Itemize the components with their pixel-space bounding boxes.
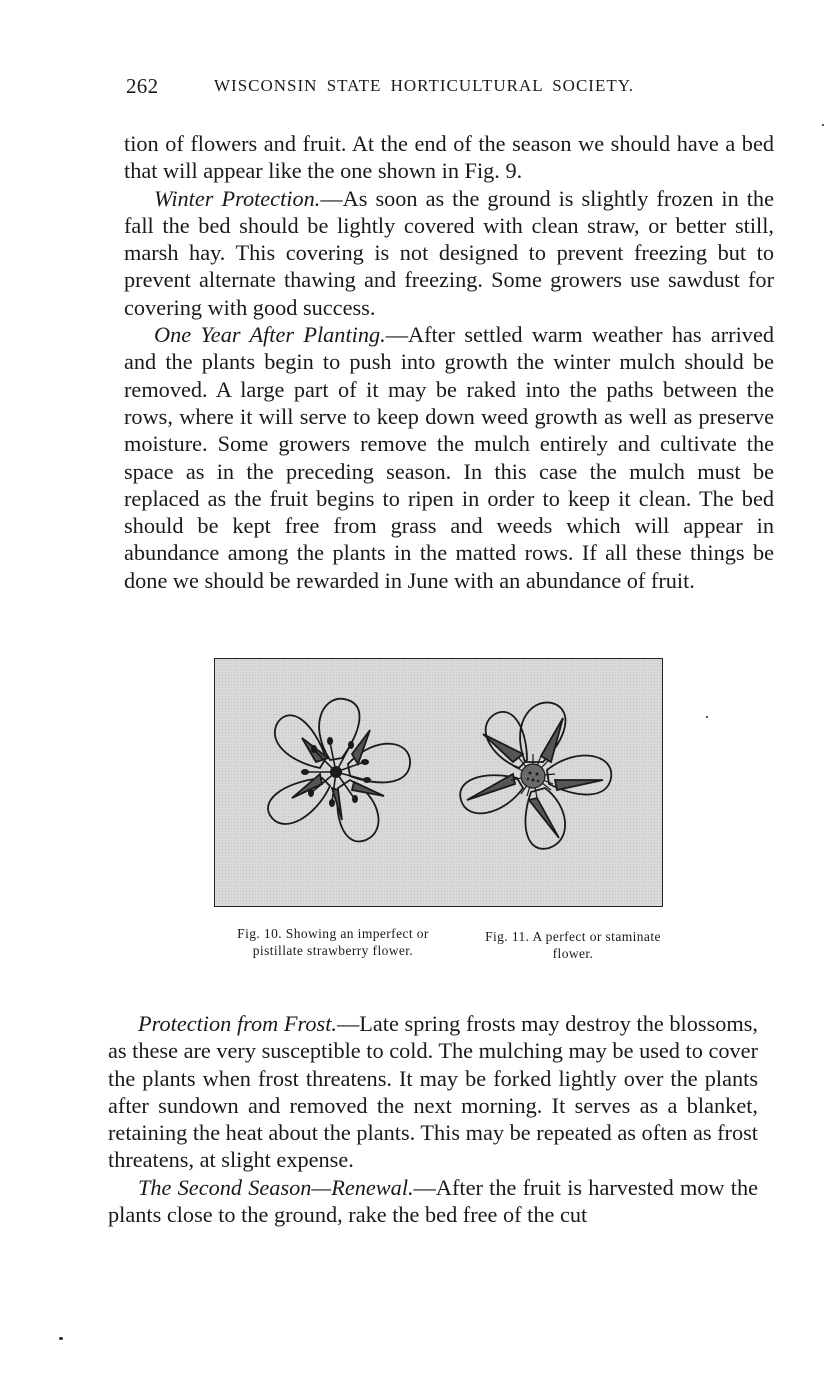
paragraph-text: —As soon as the ground is slightly frozen in the fall the bed should be lightly covered with clean straw, or better still, marsh hay. This covering is not designed to prevent freezing but to prevent alternate thawing and freezing. Some growers use sawdust for covering with good success. [124, 185, 774, 320]
run-in-heading: The Second Season—Renewal. [138, 1174, 414, 1200]
ink-speck [59, 1337, 63, 1340]
paragraph-text: tion of flowers and fruit. At the end of the season we should have a bed that will appear like the one shown in Fig. 9. [124, 131, 774, 184]
ink-speck [706, 716, 708, 718]
paragraph-one-year-after-planting [124, 321, 774, 594]
paragraph-text: —Late spring frosts may destroy the blossoms, as these are very susceptible to cold. The mulching may be used to cover the plants when frost threatens. It may be forked lightly over the plants after sundown and removed the next morning. It serves as a blanket, retaining the heat about the plants. This may be repeated as often as frost threatens, at slight expense. [108, 1011, 758, 1173]
paragraph-protection-from-frost [108, 1010, 758, 1174]
run-in-heading: One Year After Planting. [154, 322, 386, 348]
page-number: 262 [126, 74, 159, 98]
running-title: WISCONSIN STATE HORTICULTURAL SOCIETY. [214, 76, 635, 95]
paragraph-second-season-renewal [108, 1174, 758, 1229]
run-in-heading: Winter Protection. [154, 185, 321, 211]
top-text-block [124, 130, 774, 594]
paragraph-continued [124, 130, 774, 185]
ink-speck [822, 124, 824, 126]
strawberry-flowers-figure [214, 658, 663, 907]
paragraph-winter-protection [124, 185, 774, 321]
paragraph-text: —After the fruit is harvested mow the plants close to the ground, rake the bed free of the cut [108, 1174, 758, 1228]
pistillate-flower-illustration [268, 699, 410, 842]
paragraph-text: —After settled warm weather has arrived and the plants begin to push into growth the winter mulch should be removed. A large part of it may be raked into the paths between the rows, where it will serve to keep down weed growth as well as preserve moisture. Some growers remove the mulch entirely and cultivate the space as in the preceding season. In this case the mulch must be replaced as the fruit begins to ripen in order to keep it clean. The bed should be kept free from grass and weeds which will appear in abundance among the plants in the matted rows. If all these things be done we should be rewarded in June with an abundance of fruit. [124, 322, 774, 593]
figure-11-caption: Fig. 11. A perfect or staminate flower. [485, 929, 661, 961]
figure-10-caption: Fig. 10. Showing an imperfect or pistillate strawberry flower. [237, 926, 429, 958]
run-in-heading: Protection from Frost. [138, 1011, 337, 1036]
bottom-text-block [108, 1010, 758, 1228]
page-header [126, 74, 706, 104]
staminate-flower-illustration [460, 702, 611, 848]
